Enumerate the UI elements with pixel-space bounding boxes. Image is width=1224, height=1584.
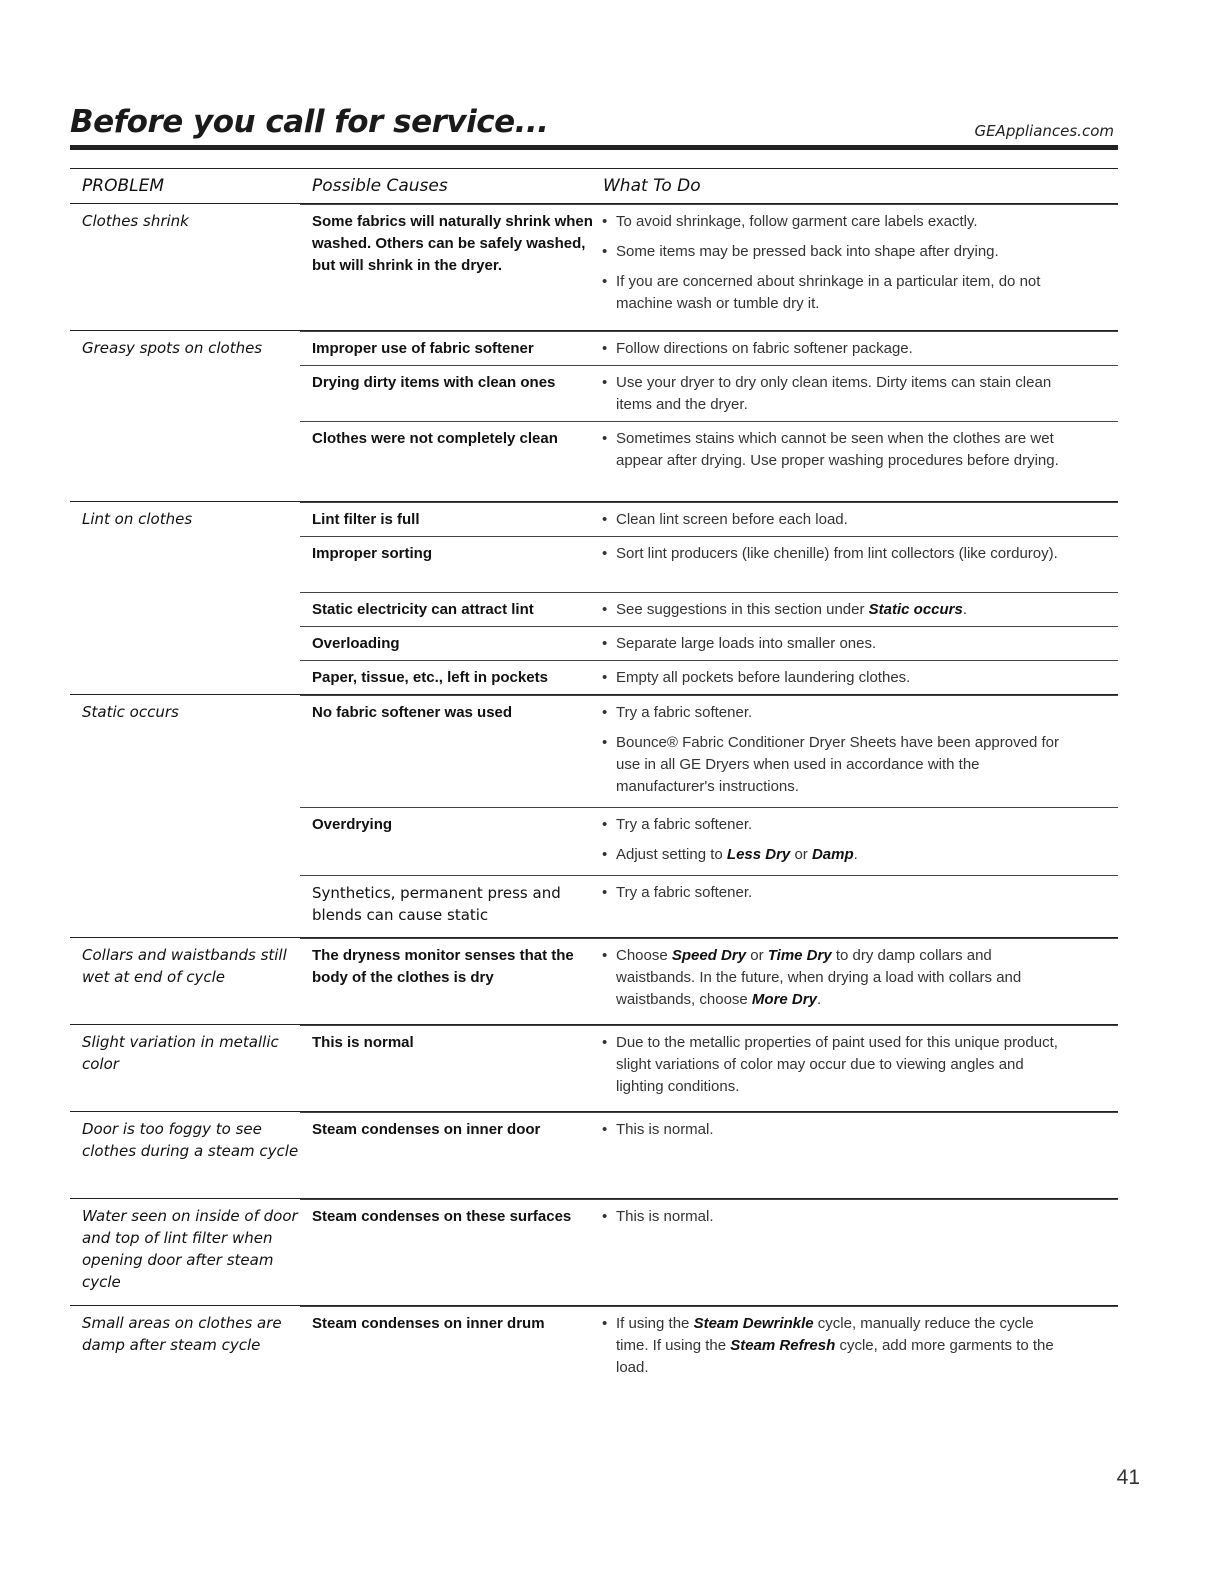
cause-block <box>300 365 1118 421</box>
possible-cause: Clothes were not completely clean <box>312 430 558 447</box>
page-number: 41 <box>1116 1466 1140 1489</box>
possible-cause: No fabric softener was used <box>312 704 513 721</box>
problem-label: Small areas on clothes are damp after steam cycle <box>82 1314 282 1354</box>
emphasis-term: Less Dry <box>726 846 791 863</box>
problem-label: Greasy spots on clothes <box>82 339 263 357</box>
cause-block <box>300 1306 1118 1402</box>
table-header <box>70 168 1118 204</box>
cause-block <box>300 592 1118 626</box>
cause-block <box>300 1025 1118 1111</box>
solution-bullet: • Try a fabric softener. <box>600 814 1070 836</box>
possible-cause: Synthetics, permanent press and blends can cause static <box>312 884 561 924</box>
emphasis-term: Steam Dewrinkle <box>693 1315 814 1332</box>
solution-bullet: • See suggestions in this section under Static occurs. <box>600 599 1070 621</box>
what-to-do <box>600 428 1070 480</box>
solution-bullet: • To avoid shrinkage, follow garment care labels exactly. <box>600 211 1070 233</box>
what-to-do <box>600 882 1070 912</box>
possible-cause: Overloading <box>312 635 400 652</box>
possible-cause: Steam condenses on inner drum <box>312 1315 545 1332</box>
solution-bullet: • Due to the metallic properties of paint used for this unique product, slight variations of color may occur due to viewing angles and lighting conditions. <box>600 1032 1070 1098</box>
possible-cause: Steam condenses on these surfaces <box>312 1208 572 1225</box>
what-to-do <box>600 667 1070 697</box>
table-row <box>70 502 1118 695</box>
possible-cause: This is normal <box>312 1034 414 1051</box>
solution-bullet: • If you are concerned about shrinkage in a particular item, do not machine wash or tumble dry it. <box>600 271 1070 315</box>
solution-bullet: • Adjust setting to Less Dry or Damp. <box>600 844 1070 866</box>
what-to-do <box>600 211 1070 323</box>
what-to-do <box>600 702 1070 806</box>
table-row <box>70 204 1118 331</box>
solution-bullet: • Sometimes stains which cannot be seen when the clothes are wet appear after drying. Use proper washing procedures before drying. <box>600 428 1070 472</box>
possible-cause: Overdrying <box>312 816 393 833</box>
solution-bullet: • Try a fabric softener. <box>600 882 1070 904</box>
table-row <box>70 1025 1118 1112</box>
cause-block <box>300 331 1118 365</box>
problem-label: Static occurs <box>82 703 179 721</box>
cause-block <box>300 626 1118 660</box>
solution-bullet: • Some items may be pressed back into shape after drying. <box>600 241 1070 263</box>
cause-block <box>300 536 1118 592</box>
what-to-do <box>600 543 1070 573</box>
possible-cause: Lint filter is full <box>312 511 420 528</box>
possible-cause: The dryness monitor senses that the body of the clothes is dry <box>312 947 574 986</box>
cause-block <box>300 875 1118 937</box>
cause-block <box>300 807 1118 875</box>
solution-bullet: • Try a fabric softener. <box>600 702 1070 724</box>
cause-block <box>300 502 1118 536</box>
what-to-do <box>600 1313 1070 1387</box>
emphasis-term: Damp <box>811 846 854 863</box>
possible-cause: Improper use of fabric softener <box>312 340 534 357</box>
cause-block <box>300 421 1118 501</box>
solution-bullet: • Empty all pockets before laundering clothes. <box>600 667 1070 689</box>
table-row <box>70 1306 1118 1402</box>
problem-label: Collars and waistbands still wet at end of cycle <box>82 946 287 986</box>
table-row <box>70 331 1118 502</box>
table-row <box>70 1199 1118 1306</box>
cause-block <box>300 660 1118 694</box>
possible-cause: Paper, tissue, etc., left in pockets <box>312 669 548 686</box>
emphasis-term: Static occurs <box>868 601 963 618</box>
cause-block <box>300 938 1118 1024</box>
what-to-do <box>600 814 1070 874</box>
column-header-todo: What To Do <box>603 176 701 196</box>
solution-bullet: • Use your dryer to dry only clean items. Dirty items can stain clean items and the dryer. <box>600 372 1070 416</box>
page-title: Before you call for service... <box>70 104 549 140</box>
solution-bullet: • Bounce® Fabric Conditioner Dryer Sheets have been approved for use in all GE Dryers when used in accordance with the manufacturer's instructions. <box>600 732 1070 798</box>
table-body <box>70 204 1118 1402</box>
problem-label: Lint on clothes <box>82 510 193 528</box>
emphasis-term: Speed Dry <box>671 947 747 964</box>
cause-block <box>300 1112 1118 1198</box>
table-row <box>70 695 1118 938</box>
problem-label: Clothes shrink <box>82 212 189 230</box>
what-to-do <box>600 599 1070 629</box>
emphasis-term: Steam Refresh <box>730 1337 836 1354</box>
what-to-do <box>600 1032 1070 1106</box>
cause-block <box>300 1199 1118 1305</box>
possible-cause: Drying dirty items with clean ones <box>312 374 556 391</box>
troubleshooting-table <box>70 168 1118 1402</box>
website-label: GEAppliances.com <box>974 122 1114 140</box>
cause-block <box>300 204 1118 330</box>
what-to-do <box>600 1119 1070 1149</box>
possible-cause: Steam condenses on inner door <box>312 1121 541 1138</box>
possible-cause: Improper sorting <box>312 545 433 562</box>
emphasis-term: More Dry <box>751 991 817 1008</box>
what-to-do <box>600 509 1070 539</box>
table-row <box>70 938 1118 1025</box>
title-rule <box>70 145 1118 150</box>
problem-label: Water seen on inside of door and top of lint filter when opening door after steam cycle <box>82 1207 298 1291</box>
possible-cause: Some fabrics will naturally shrink when washed. Others can be safely washed, but will shrink in the dryer. <box>312 213 593 274</box>
column-header-causes: Possible Causes <box>312 176 448 196</box>
what-to-do <box>600 945 1070 1019</box>
solution-bullet: • Clean lint screen before each load. <box>600 509 1070 531</box>
solution-bullet: • Follow directions on fabric softener package. <box>600 338 1070 360</box>
solution-bullet: • Sort lint producers (like chenille) from lint collectors (like corduroy). <box>600 543 1070 565</box>
column-header-problem: PROBLEM <box>82 176 164 196</box>
solution-bullet: • This is normal. <box>600 1119 1070 1141</box>
problem-label: Slight variation in metallic color <box>82 1033 279 1073</box>
emphasis-term: Time Dry <box>767 947 832 964</box>
what-to-do <box>600 338 1070 368</box>
problem-label: Door is too foggy to see clothes during a steam cycle <box>82 1120 299 1160</box>
possible-cause: Static electricity can attract lint <box>312 601 534 618</box>
solution-bullet: • Choose Speed Dry or Time Dry to dry damp collars and waistbands. In the future, when drying a load with collars and waistbands, choose More Dry. <box>600 945 1070 1011</box>
solution-bullet: • Separate large loads into smaller ones. <box>600 633 1070 655</box>
cause-block <box>300 695 1118 807</box>
solution-bullet: • This is normal. <box>600 1206 1070 1228</box>
what-to-do <box>600 633 1070 663</box>
what-to-do <box>600 1206 1070 1236</box>
solution-bullet: • If using the Steam Dewrinkle cycle, manually reduce the cycle time. If using the Steam Refresh cycle, add more garments to the load. <box>600 1313 1070 1379</box>
table-row <box>70 1112 1118 1199</box>
what-to-do <box>600 372 1070 424</box>
